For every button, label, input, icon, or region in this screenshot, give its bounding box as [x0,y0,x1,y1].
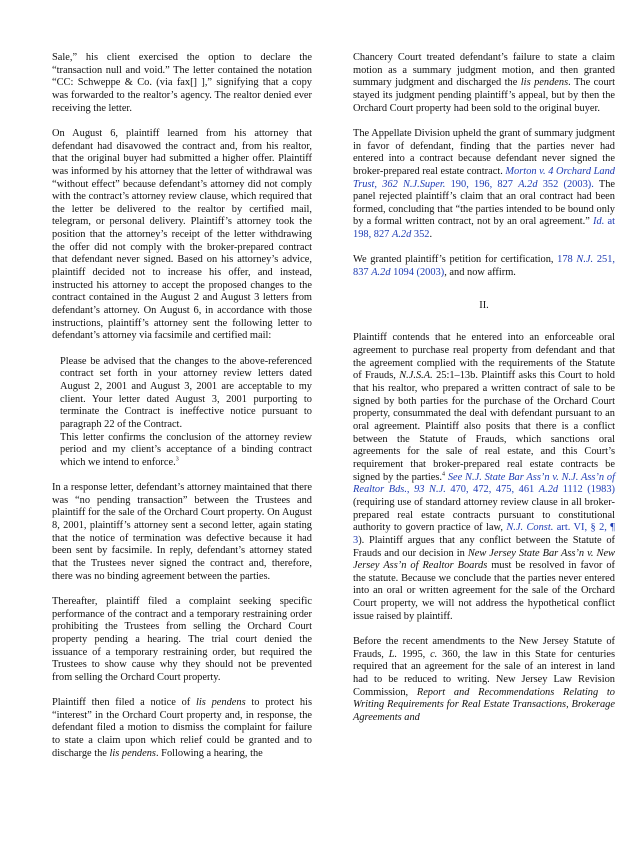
paragraph [353,332,615,623]
text-run: Please be advised that the changes to the above-referenced contract set forth in your attorney review letters dated August 2, 2001 and August 3, 2001 are acceptable to my client. Your letter dated August 3, 2001 purporting to terminate the Contract is ineffective notice pursuant to paragraph 22 of the Contract. [60,355,312,430]
citation-link[interactable]: at 198, 827 [353,216,615,241]
text-run: , and now affirm. [444,267,516,279]
paragraph [353,128,615,242]
italic-text: lis pendens [109,747,156,759]
quote-paragraph [60,432,312,470]
italic-text: c. [430,648,438,660]
footnote-marker[interactable]: 3 [175,456,179,463]
text-run: 25:1–13b. Plaintiff asks this Court to hold that his realtor, who prepared a written contract of sale to be signed by both parties for the purchase of the Orchard Court property, consummated the deal with defendant pursuant to an oral agreement. Plaintiff also posits that there is a conflict between the Statute of Frauds, which sanctions oral agreements for the sale of real estate, and this Court’s requirement that broker-prepared real estate contracts be signed by the parties. [353,370,615,483]
paragraph [52,52,312,115]
text-run: . The court stayed its judgment pending plaintiff’s appeal, but by then the Orchard Court property had been sold to the original buyer. [353,77,615,114]
text-run: ). Plaintiff argues that any conflict between the Statute of Frauds and our decision in [353,534,615,559]
citation-link[interactable]: N.J. [576,254,594,266]
citation-link[interactable]: 352 (2003). [537,178,594,190]
left-column [52,52,312,773]
text-run: 360, the law in this State for centuries required that an agreement for the sale of an interest in land had to be reduced to writing. New Jersey Law Revision Commission, [353,648,616,698]
citation-link[interactable]: A.2d [371,267,391,279]
quote-paragraph [60,356,312,432]
citation-link[interactable]: 362 N.J.Super. [382,178,446,190]
citation-link[interactable]: 352 [411,229,430,241]
text-run: We granted plaintiff’s petition for certification, [353,254,558,266]
text-run: This letter confirms the conclusion of the attorney review period and my client’s acceptance of a binding contract which we intend to enforce. [60,431,312,468]
italic-text: Report and Recommendations Relating to Writing Requirements for Real Estate Transactions, Brokerage Agreements and [353,686,615,723]
citation-link[interactable]: N.J. Const. [506,522,554,534]
italic-text: L. [388,648,398,660]
italic-text: lis pendens [520,77,569,89]
paragraph [52,596,312,685]
text-run: 1995, [397,648,431,660]
citation-link[interactable]: A.2d [518,178,538,190]
text-run: (requiring use of standard attorney review clause in all broker-prepared real estate contracts pursuant to constitutional authority to govern practice of law, [353,496,615,534]
text-run: Plaintiff contends that he entered into an enforceable oral agreement to purchase real property from defendant and that the agreement complied with the requirements of the Statute of Frauds, [353,332,615,382]
citation-link[interactable]: A.2d [538,484,559,496]
text-run: Chancery Court treated defendant’s failure to state a claim motion as a summary judgment motion, and then granted summary judgment and discharged the [353,52,615,89]
text-run: Thereafter, plaintiff filed a complaint seeking specific performance of the contract and a temporary restraining order prohibiting the Trustees from selling the Orchard Court property pending a hearing. The trial court denied the issuance of a temporary restraining order, but required the Trustees to show cause why they should not be prevented from selling the Orchard Court property. [52,595,312,683]
italic-text: New Jersey State Bar Ass’n v. New Jersey Ass’n of Realtor Boards [353,547,615,572]
paragraph [52,697,312,760]
text-run: In a response letter, defendant’s attorney maintained that there was “no pending transaction” between the Trustees and plaintiff for the sale of the Orchard Court property. On August 8, 2001, plaintiff’s attorney sent a second letter, again stating that the notice of termination was defective because it had been sent by facsimile. In reply, defendant’s attorney stated that the Trustees never signed the contract and, therefore, there was no binding agreement between the parties. [52,482,312,582]
italic-text: N.J.S.A. [399,370,433,382]
text-run: The Appellate Division upheld the grant of summary judgment in favor of defendant, finding that the parties never had entered into a contract because defendant never signed the broker-prepared real estate contract. [353,127,615,177]
citation-link[interactable]: art. VI, § 2, ¶ 3 [353,522,615,546]
paragraph [353,52,615,115]
paragraph [52,482,312,583]
text-run: . Following a hearing, the [155,747,263,759]
citation-link[interactable]: , [374,178,383,190]
citation-link[interactable]: 190, 196, 827 [445,178,519,190]
citation-link[interactable]: 1112 (1983) [558,484,615,496]
paragraph [353,636,615,725]
text-run: Sale,” his client exercised the option to declare the “transaction null and void.” The letter contained the notation “CC: Schweppe & Co. (via fax[] ],” signifying that a copy was forwarded to the realtor’s agency. The realtor denied ever receiving the letter. [52,52,312,114]
footnote-marker[interactable]: 4 [441,471,445,478]
citation-link[interactable]: A.2d [391,229,412,241]
citation-link[interactable]: 1094 (2003) [390,267,445,279]
text-run: must be resolved in favor of the statute. Because we conclude that the parties never entered into an oral or written agreement for the sale of the Orchard Court property, we will not address the hypothetical conflict issue raised by plaintiff. [353,560,615,622]
text-run: On August 6, plaintiff learned from his attorney that defendant had disavowed the contract and, from his realtor, that the original buyer had submitted a higher offer. Plaintiff was informed by his attorney that the letter of withdrawal was “without effect” because defendant’s attorney did not comply with the contract’s attorney review clause, which required that the letter be delivered to the realtor by certified mail, telegram, or personal delivery. Plaintiff’s attorney took the position that the attorney’s receipt of the letter withdrawing the offer did not comply with the broker-prepared contract that defendant never signed. Based on his attorney’s advice, plaintiff decided not to increase his offer, and instead, instructed his attorney to accept the proposed changes to the contract contained in the August 2 and August 3 letters from defendant’s attorney. On August 6, in accordance with those instructions, plaintiff’s attorney sent the following letter to defendant’s attorney via facsimile and certified mail: [52,127,312,342]
citation-link[interactable]: , [406,484,415,496]
section-heading: II. [479,299,489,311]
italic-text: lis pendens [196,697,246,709]
citation-link[interactable]: 251, 837 [353,254,615,279]
citation-link[interactable]: 93 N.J. [414,484,446,496]
right-column [353,52,615,737]
block-quote [60,356,312,470]
citation-link[interactable]: Morton v. 4 Orchard Land Trust [353,165,615,190]
text-run: Before the recent amendments to the New Jersey Statute of Frauds, [353,636,615,660]
text-run: . [429,229,433,241]
citation-link[interactable]: 178 [557,254,577,266]
paragraph [52,128,312,343]
citation-link[interactable]: See N.J. State Bar Ass’n v. N.J. Ass’n of Realtor Bds. [353,471,615,496]
citation-link[interactable]: Id. [593,216,605,228]
text-run: to protect his “interest” in the Orchard Court property and, in response, the defendant filed a motion to dismiss the complaint for failure to state a claim upon which relief could be granted and to discharge the [52,697,312,759]
text-run: Plaintiff then filed a notice of [52,697,197,709]
citation-link[interactable]: 470, 472, 475, 461 [445,484,539,496]
text-run: The panel rejected plaintiff’s claim that an oral contract had been formed, concluding that “the parties intended to be bound only by a formal written contract, not by an oral agreement.” [353,178,615,228]
paragraph [353,254,615,279]
